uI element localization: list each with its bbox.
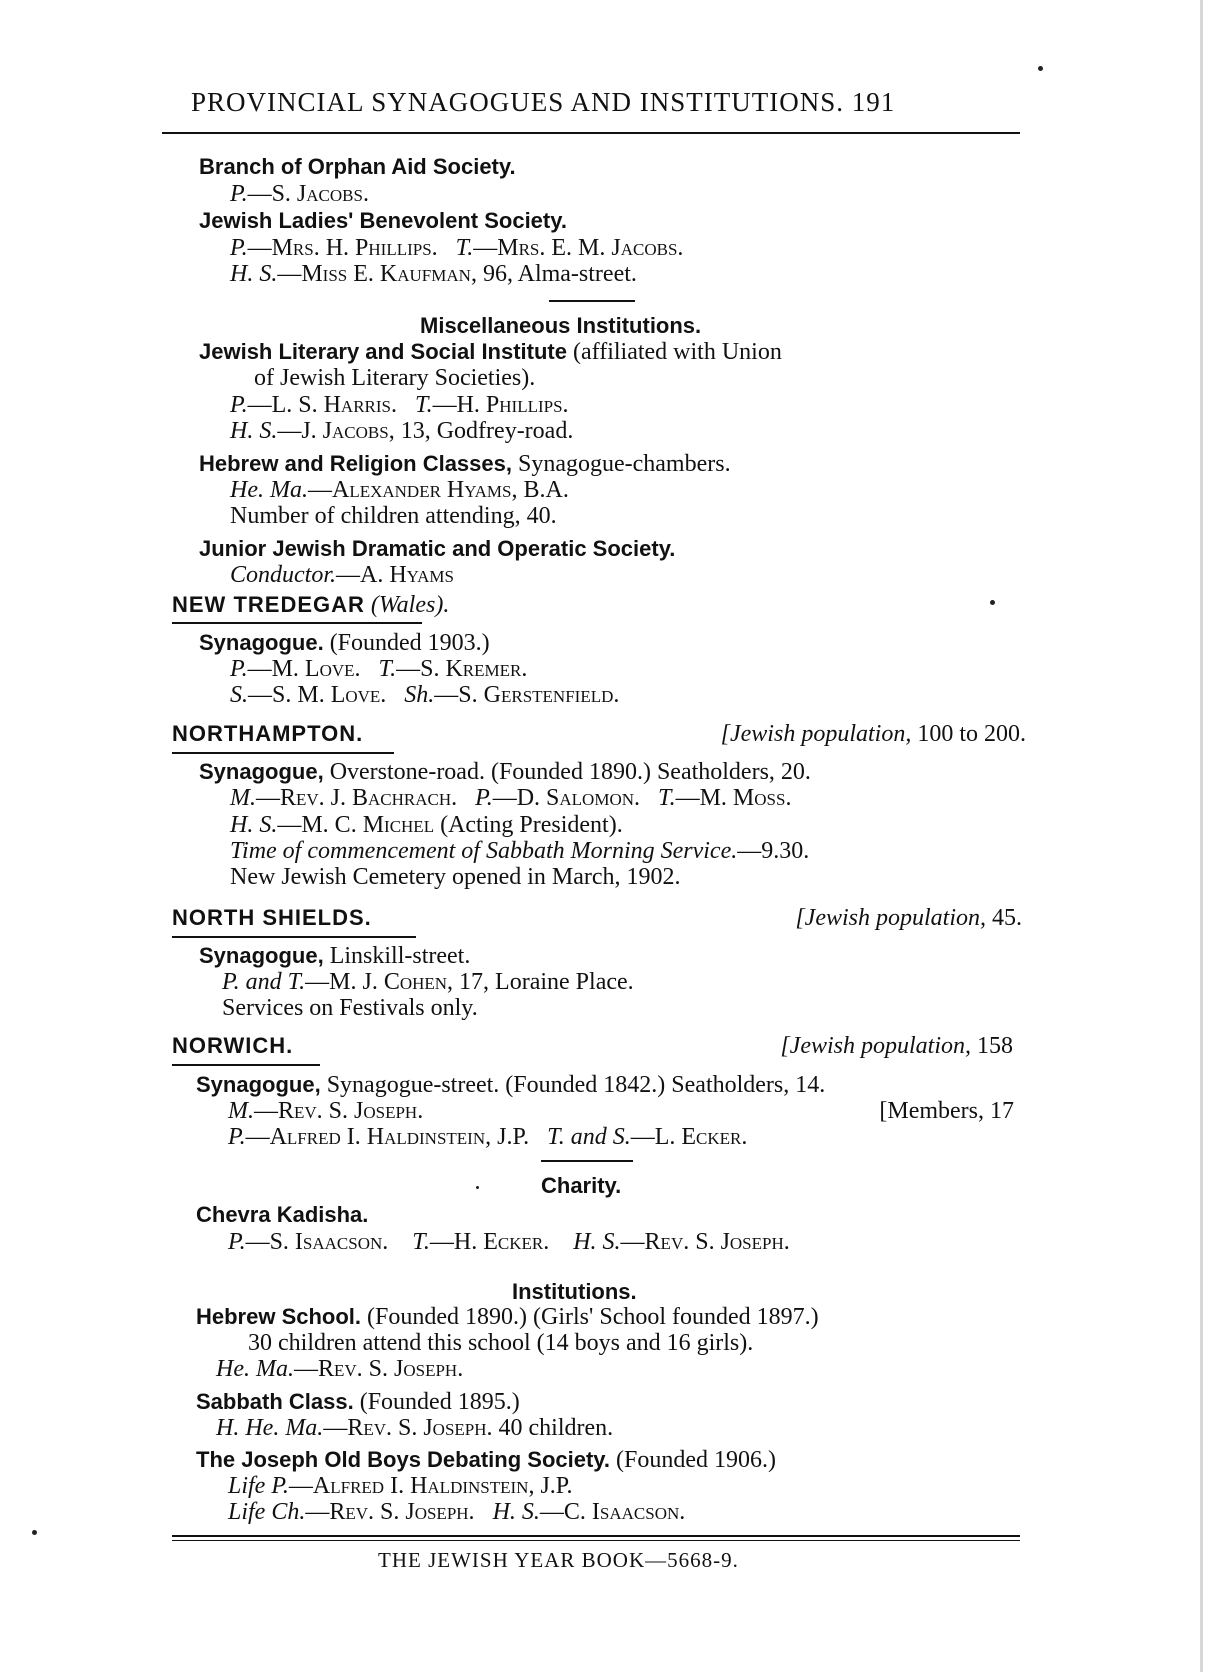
page-edge [1200, 0, 1203, 1672]
officer-line: P.—S. Jacobs. [230, 181, 369, 207]
scan-speck [1038, 66, 1043, 71]
entry-note: Services on Festivals only. [222, 995, 478, 1021]
population-note: [Jewish population, 100 to 200. [720, 721, 1026, 747]
town-rule [172, 622, 422, 624]
officer-line: He. Ma.—Alexander Hyams, B.A. [230, 477, 569, 503]
entry-title: Sabbath Class. (Founded 1895.) [196, 1389, 520, 1415]
officer-line: Life Ch.—Rev. S. Joseph. H. S.—C. Isaacson. [228, 1499, 686, 1525]
town-heading: NORTHAMPTON. [172, 721, 364, 746]
officer-line: He. Ma.—Rev. S. Joseph. [216, 1356, 464, 1382]
header-rule [162, 132, 1020, 134]
section-heading: Miscellaneous Institutions. [420, 313, 702, 338]
scan-speck [476, 1186, 479, 1189]
section-divider [541, 1160, 633, 1162]
officer-line: M.—Rev. J. Bachrach. P.—D. Salomon. T.—M. Moss. [230, 785, 792, 811]
section-heading: Institutions. [512, 1279, 637, 1304]
entry-title: Chevra Kadisha. [196, 1202, 369, 1227]
officer-line: Life P.—Alfred I. Haldinstein, J.P. [228, 1473, 573, 1499]
officer-line: M.—Rev. S. Joseph. [228, 1098, 424, 1124]
town-heading: NORWICH. [172, 1033, 294, 1058]
members-note: [Members, 17 [879, 1098, 1014, 1124]
entry-note: of Jewish Literary Societies). [254, 365, 536, 391]
entry-title: Synagogue, Overstone-road. (Founded 1890.) Seatholders, 20. [199, 759, 811, 785]
page-number: 191 [851, 87, 896, 117]
officer-line: Conductor.—A. Hyams [230, 562, 454, 588]
town-rule [172, 752, 394, 754]
officer-line: S.—S. M. Love. Sh.—S. Gerstenfield. [230, 682, 620, 708]
officer-line: P.—S. Isaacson. T.—H. Ecker. H. S.—Rev. S. Joseph. [228, 1229, 790, 1255]
running-header [191, 88, 895, 116]
scan-speck [990, 600, 995, 605]
entry-note: 30 children attend this school (14 boys and 16 girls). [248, 1330, 754, 1356]
entry-title: The Joseph Old Boys Debating Society. (Founded 1906.) [196, 1447, 776, 1473]
population-note: [Jewish population, 45. [795, 905, 1022, 931]
officer-line: P.—M. Love. T.—S. Kremer. [230, 656, 528, 682]
entry-note: Number of children attending, 40. [230, 503, 557, 529]
officer-line: P. and T.—M. J. Cohen, 17, Loraine Place. [222, 969, 634, 995]
entry-title: Synagogue, Synagogue-street. (Founded 1842.) Seatholders, 14. [196, 1072, 826, 1098]
officer-line: P.—Mrs. H. Phillips. T.—Mrs. E. M. Jacobs. [230, 235, 684, 261]
entry-note: New Jewish Cemetery opened in March, 1902. [230, 864, 681, 890]
town-rule [172, 1064, 320, 1066]
entry-title: Jewish Ladies' Benevolent Society. [199, 208, 567, 233]
scan-speck [32, 1530, 37, 1535]
entry-title: Hebrew School. (Founded 1890.) (Girls' School founded 1897.) [196, 1304, 819, 1330]
officer-line: P.—Alfred I. Haldinstein, J.P. T. and S.—L. Ecker. [228, 1124, 748, 1150]
entry-title: Branch of Orphan Aid Society. [199, 154, 516, 179]
section-heading: Charity. [541, 1173, 622, 1198]
header-title: PROVINCIAL SYNAGOGUES AND INSTITUTIONS. [191, 87, 844, 117]
section-divider [549, 300, 635, 302]
entry-title: Synagogue. (Founded 1903.) [199, 630, 490, 656]
service-time: Time of commencement of Sabbath Morning Service.—9.30. [230, 838, 810, 864]
town-heading: NEW TREDEGAR (Wales). [172, 592, 450, 618]
officer-line: P.—L. S. Harris. T.—H. Phillips. [230, 392, 569, 418]
population-note: [Jewish population, 158 [780, 1033, 1013, 1059]
officer-line: H. S.—Miss E. Kaufman, 96, Alma-street. [230, 261, 637, 287]
town-rule [172, 936, 416, 938]
officer-line: H. S.—J. Jacobs, 13, Godfrey-road. [230, 418, 574, 444]
entry-title: Synagogue, Linskill-street. [199, 943, 471, 969]
entry-title: Jewish Literary and Social Institute (affiliated with Union [199, 339, 782, 365]
footer-rule [172, 1535, 1020, 1537]
footer-rule [172, 1540, 1020, 1541]
officer-line: H. S.—M. C. Michel (Acting President). [230, 812, 623, 838]
entry-title: Junior Jewish Dramatic and Operatic Society. [199, 536, 676, 561]
footer-text: THE JEWISH YEAR BOOK—5668-9. [378, 1548, 739, 1572]
entry-title: Hebrew and Religion Classes, Synagogue-chambers. [199, 451, 731, 477]
town-heading: NORTH SHIELDS. [172, 905, 372, 930]
officer-line: H. He. Ma.—Rev. S. Joseph. 40 children. [216, 1415, 614, 1441]
